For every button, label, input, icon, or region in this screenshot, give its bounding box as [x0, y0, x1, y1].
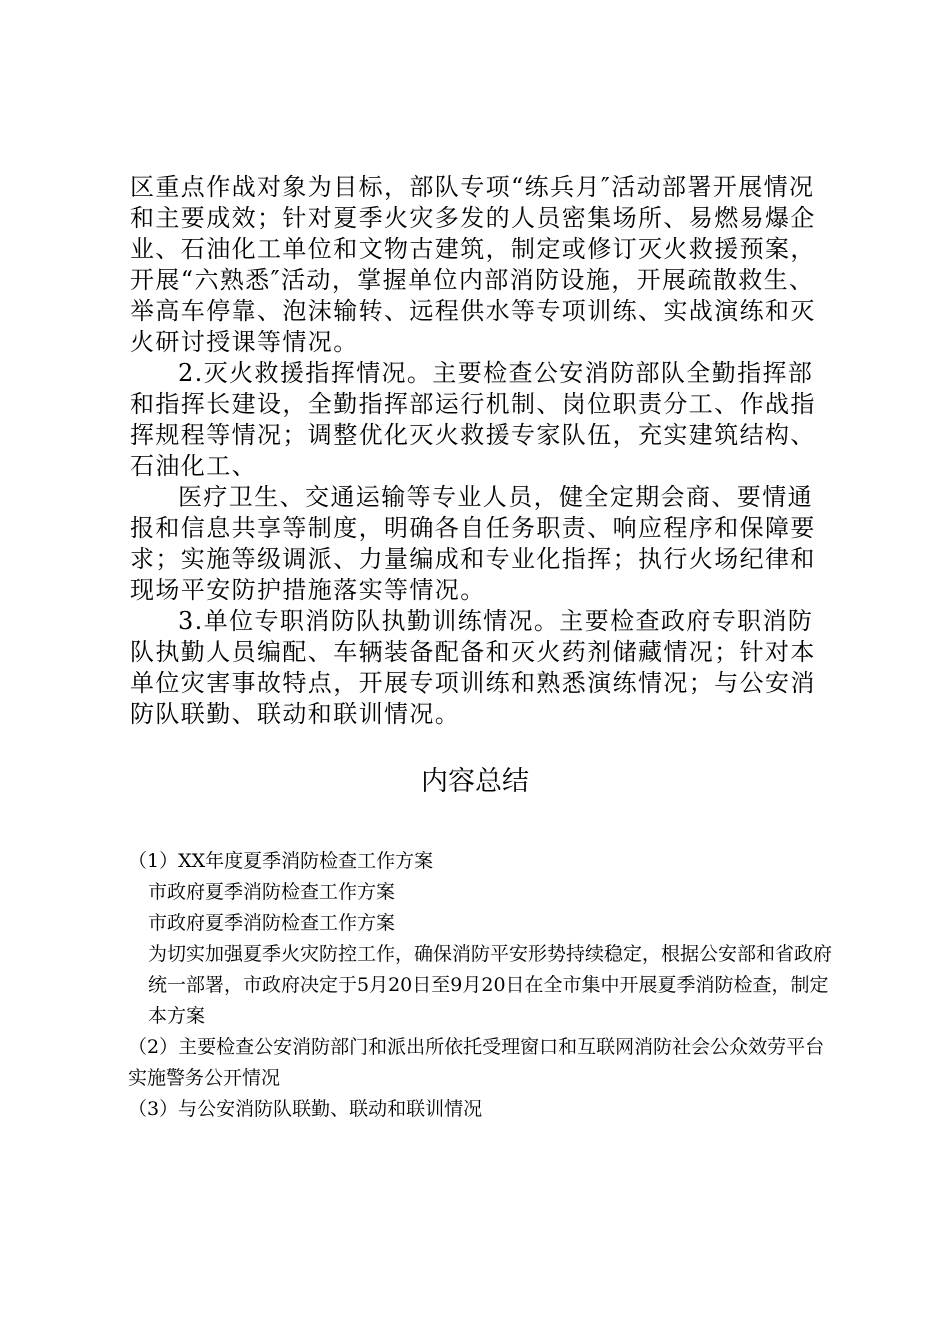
summary-item-2: 市政府夏季消防检查工作方案 [148, 881, 396, 903]
summary-item-3: 市政府夏季消防检查工作方案 [148, 912, 396, 934]
summary-section [128, 846, 840, 1125]
document-body [130, 172, 830, 730]
summary-item-4: 为切实加强夏季火灾防控工作，确保消防平安形势持续稳定，根据公安部和省政府统一部署，市政府决定于5月20日至9月20日在全市集中开展夏季消防检查，制定本方案 [148, 943, 833, 1027]
body-paragraph-2: 2.灭火救援指挥情况。主要检查公安消防部队全勤指挥部和指挥长建设，全勤指挥部运行机制、岗位职责分工、作战指挥规程等情况；调整优化灭火救援专家队伍，充实建筑结构、石油化工、 [130, 359, 816, 480]
summary-item-5: （2）主要检查公安消防部门和派出所依托受理窗口和互联网消防社会公众效劳平台实施警务公开情况 [128, 1036, 825, 1089]
summary-title: 内容总结 [421, 766, 529, 797]
body-paragraph-3: 医疗卫生、交通运输等专业人员，健全定期会商、要情通报和信息共享等制度，明确各自任务职责、响应程序和保障要求；实施等级调派、力量编成和专业化指挥；执行火场纪律和现场平安防护措施落实等情况。 [130, 483, 816, 604]
body-paragraph-1: 区重点作战对象为目标，部队专项“练兵月″活动部署开展情况和主要成效；针对夏季火灾多发的人员密集场所、易燃易爆企业、石油化工单位和文物古建筑，制定或修订灭火救援预案，开展“六熟悉″活动，掌握单位内部消防设施，开展疏散救生、举高车停靠、泡沫输转、远程供水等专项训练、实战演练和灭火研讨授课等情况。 [130, 173, 816, 356]
summary-item-6: （3）与公安消防队联勤、联动和联训情况 [128, 1098, 483, 1120]
body-paragraph-4: 3.单位专职消防队执勤训练情况。主要检查政府专职消防队执勤人员编配、车辆装备配备和灭火药剂储藏情况；针对本单位灾害事故特点，开展专项训练和熟悉演练情况；与公安消防队联勤、联动和联训情况。 [130, 607, 816, 728]
summary-item-1: （1）XX年度夏季消防检查工作方案 [128, 850, 434, 872]
